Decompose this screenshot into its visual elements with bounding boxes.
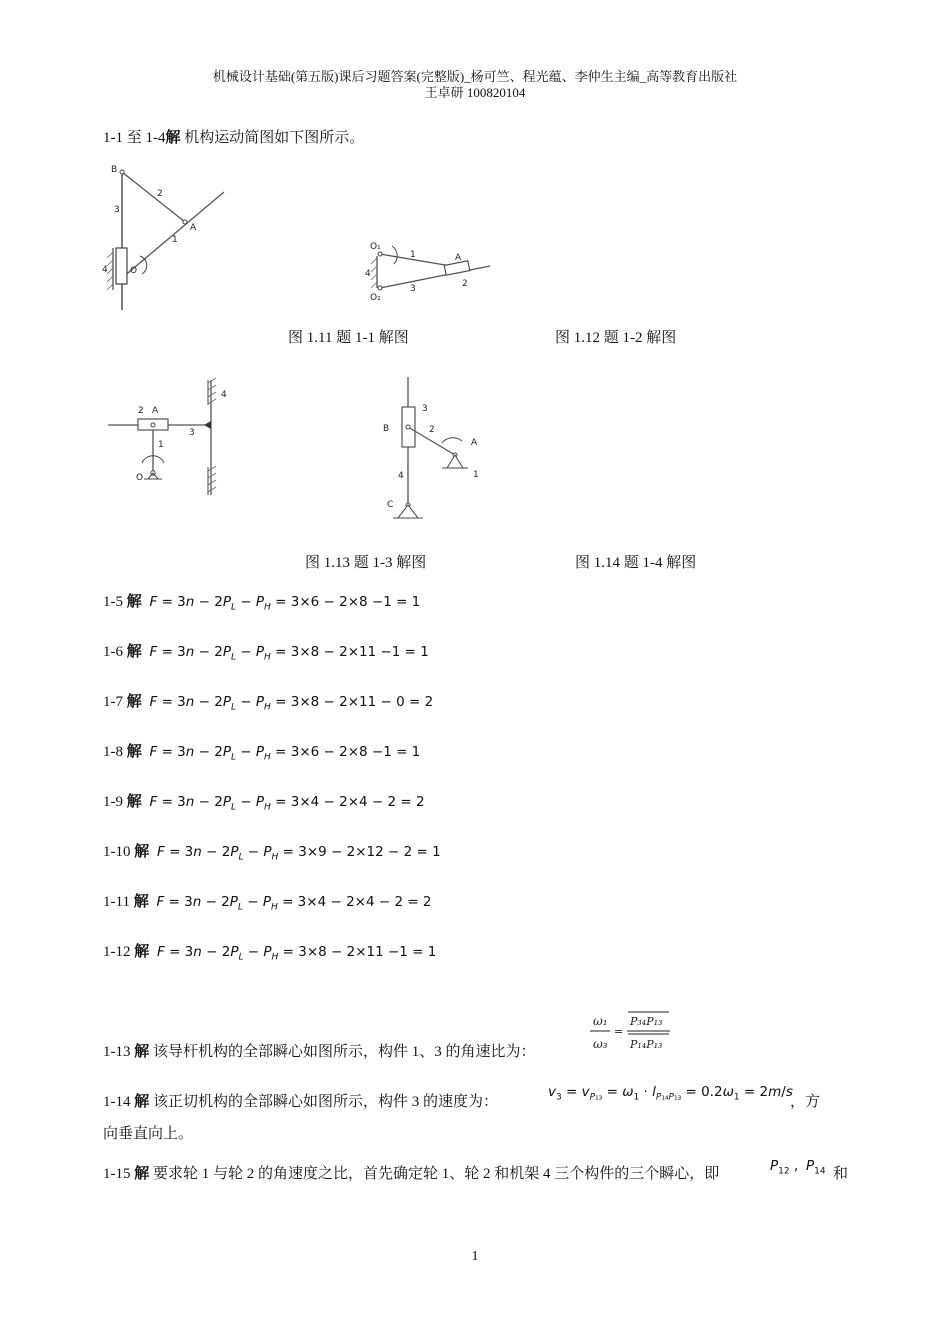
label-B: B — [111, 165, 118, 175]
label-4: 4 — [102, 265, 108, 275]
page-number: 1 — [471, 1249, 479, 1264]
label-2: 2 — [138, 406, 144, 416]
solution-row: 1-6 解 $F = 3n - 2P_L - P_H = 3\times 8 - 2\times 11 -1 = 1$ — [103, 644, 429, 663]
paragraph-1-14-tail: ，方 — [790, 1094, 821, 1110]
label-3: 3 — [422, 404, 428, 414]
label-O1: O₁ — [370, 242, 381, 252]
svg-text:ω₁: ω₁ — [593, 1014, 608, 1028]
label-4: 4 — [398, 471, 404, 481]
label-O: O — [130, 266, 138, 276]
solution-row: 1-12 解 $F = 3n - 2P_L - P_H = 3\times 8 - 2\times 11 -1 = 1$ — [103, 944, 437, 963]
figure-1-12 — [362, 236, 497, 308]
label-3: 3 — [189, 428, 195, 438]
label-1: 1 — [172, 235, 178, 245]
label-C: C — [387, 500, 394, 510]
paragraph-1-14: 1-14 解 该正切机构的全部瞬心如图所示，构件 3 的速度为： — [103, 1094, 499, 1110]
svg-text:P₁₄P₁₃: P₁₄P₁₃ — [630, 1038, 663, 1051]
formula-angular-ratio — [585, 1008, 675, 1058]
label-3: 3 — [410, 284, 416, 294]
label-A: A — [152, 406, 159, 416]
figure-1-11 — [100, 160, 235, 315]
solution-row: 1-5 解 $F = 3n - 2P_L - P_H = 3\times 6 - 2\times 8 -1 = 1$ — [103, 594, 421, 613]
svg-text:ω₃: ω₃ — [593, 1037, 608, 1051]
intro-text: 机构运动简图如下图所示。 — [180, 130, 365, 146]
solution-row: 1-11 解 $F = 3n - 2P_L - P_H = 3\times 4 - 2\times 4 - 2 = 2$ — [103, 894, 432, 913]
label-O2: O₂ — [370, 293, 381, 303]
caption-1-12: 图 1.12 题 1-2 解图 — [555, 330, 677, 346]
instant-center-P12: $P_{12}$ , — [770, 1158, 799, 1177]
problem-label: 1-1 至 1-4 — [103, 130, 166, 146]
label-2: 2 — [157, 189, 163, 199]
label-B: B — [383, 424, 390, 434]
label-4: 4 — [221, 390, 227, 400]
paragraph-1-15: 1-15 解 要求轮 1 与轮 2 的角速度之比，首先确定轮 1、轮 2 和机架 4 三个构件的三个瞬心，即 — [103, 1166, 720, 1182]
solution-row: 1-10 解 $F = 3n - 2P_L - P_H = 3\times 9 - 2\times 12 - 2 = 1$ — [103, 844, 441, 863]
paragraph-1-13: 1-13 解 该导杆机构的全部瞬心如图所示，构件 1、3 的角速比为： — [103, 1044, 536, 1060]
svg-text:P₃₄P₁₃: P₃₄P₁₃ — [630, 1015, 663, 1028]
figure-1-14 — [378, 375, 498, 530]
solution-row: 1-8 解 $F = 3n - 2P_L - P_H = 3\times 6 - 2\times 8 -1 = 1$ — [103, 744, 421, 763]
paragraph-1-15-tail: 和 — [833, 1166, 849, 1182]
instant-center-P14: $P_{14}$ — [806, 1158, 826, 1177]
label-3: 3 — [114, 205, 120, 215]
solution-row: 1-9 解 $F = 3n - 2P_L - P_H = 3\times 4 - 2\times 4 - 2 = 2$ — [103, 794, 425, 813]
document-header-author: 王卓研 100820104 — [424, 85, 526, 100]
solution-marker: 解 — [165, 130, 181, 146]
intro-paragraph — [103, 128, 364, 148]
label-2: 2 — [429, 425, 435, 435]
label-A: A — [190, 223, 197, 233]
label-A: A — [471, 438, 478, 448]
document-header-title: 机械设计基础(第五版)课后习题答案(完整版)_杨可竺、程光蕴、李仲生主编_高等教育出版社 — [212, 69, 738, 84]
label-1: 1 — [158, 440, 164, 450]
svg-text:=: = — [614, 1025, 624, 1038]
caption-1-11: 图 1.11 题 1-1 解图 — [288, 330, 409, 346]
label-1: 1 — [473, 470, 479, 480]
formula-velocity: $v_3 = v_{P_{13}} = \omega_1 \cdot l_{P_{14}P_{13}} = 0.2\omega_1 = 2m/s$ — [548, 1084, 793, 1103]
label-A: A — [455, 253, 462, 263]
paragraph-1-14-line2: 向垂直向上。 — [103, 1126, 194, 1142]
label-4: 4 — [365, 269, 371, 279]
label-1: 1 — [410, 250, 416, 260]
label-2: 2 — [462, 279, 468, 289]
caption-1-13: 图 1.13 题 1-3 解图 — [305, 555, 427, 571]
figure-1-13 — [104, 375, 234, 500]
solution-row: 1-7 解 $F = 3n - 2P_L - P_H = 3\times 8 - 2\times 11 - 0 = 2$ — [103, 694, 434, 713]
label-O: O — [136, 473, 144, 483]
caption-1-14: 图 1.14 题 1-4 解图 — [575, 555, 697, 571]
